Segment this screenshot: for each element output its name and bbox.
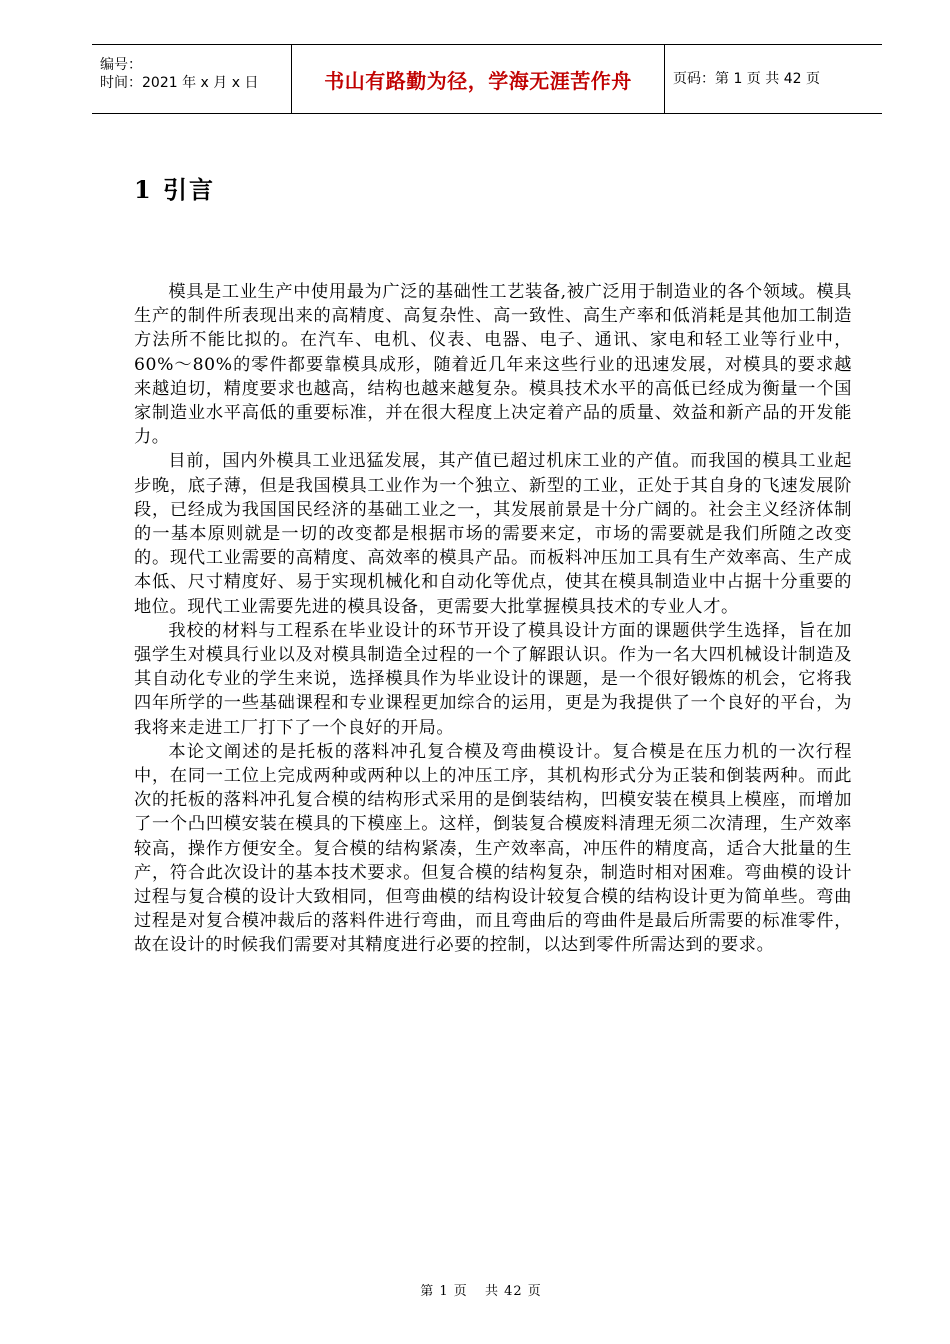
header-meta-cell — [92, 45, 292, 114]
header-motto: 书山有路勤为径，学海无涯苦作舟 — [324, 68, 632, 93]
paragraph: 我校的材料与工程系在毕业设计的环节开设了模具设计方面的课题供学生选择，旨在加强学生对模具行业以及对模具制造全过程的一个了解跟认识。作为一名大四机械设计制造及其自动化专业的学生来说，选择模具作为毕业设计的课题，是一个很好锻炼的机会，它将我四年所学的一些基础课程和专业课程更加综合的运用，更是为我提供了一个良好的平台，为我将来走进工厂打下了一个良好的开局。 — [134, 620, 852, 738]
paragraph: 本论文阐述的是托板的落料冲孔复合模及弯曲模设计。复合模是在压力机的一次行程中，在同一工位上完成两种或两种以上的冲压工序，其机构形式分为正装和倒装两种。而此次的托板的落料冲孔复合模的结构形式采用的是倒装结构，凹模安装在模具上模座，而增加了一个凸凹模安装在模具的下模座上。这样，倒装复合模废料清理无须二次清理，生产效率较高，操作方便安全。复合模的结构紧凑，生产效率高，冲压件的精度高，适合大批量的生产，符合此次设计的基本技术要求。但复合模的结构复杂，制造时相对困难。弯曲模的设计过程与复合模的设计大致相同，但弯曲模的结构设计较复合模的结构设计更为简单些。弯曲过程是对复合模冲裁后的落料件进行弯曲，而且弯曲后的弯曲件是最后所需要的标准零件，故在设计的时候我们需要对其精度进行必要的控制，以达到零件所需达到的要求。 — [134, 741, 852, 956]
document-header — [92, 44, 882, 114]
footer-total-pages: 共 42 页 — [484, 1284, 542, 1299]
document-number-label: 编号： — [100, 57, 142, 73]
paragraph: 模具是工业生产中使用最为广泛的基础性工艺装备,被广泛用于制造业的各个领域。模具生产的制件所表现出来的高精度、高复杂性、高一致性、高生产率和低消耗是其他加工制造方法所不能比拟的。在汽车、电机、仪表、电器、电子、通讯、家电和轻工业等行业中，60%～80%的零件都要靠模具成形，随着近几年来这些行业的迅速发展，对模具的要求越来越迫切，精度要求也越高，结构也越来越复杂。模具技术水平的高低已经成为衡量一个国家制造业水平高低的重要标准，并在很大程度上决定着产品的质量、效益和新产品的开发能力。 — [134, 282, 852, 448]
header-page-info: 页码：第 1 页 共 42 页 — [665, 45, 883, 114]
header-motto-cell — [292, 45, 665, 114]
page-footer — [0, 1280, 950, 1299]
paragraph: 目前，国内外模具工业迅猛发展，其产值已超过机床工业的产值。而我国的模具工业起步晚，底子薄，但是我国模具工业作为一个独立、新型的工业，正处于其自身的飞速发展阶段，已经成为我国国民经济的基础工业之一，其发展前景是十分广阔的。社会主义经济体制的一基本原则就是一切的改变都是根据市场的需要来定，市场的需要就是我们所随之改变的。现代工业需要的高精度、高效率的模具产品。而板料冲压加工具有生产效率高、生产成本低、尺寸精度好、易于实现机械化和自动化等优点，使其在模具制造业中占据十分重要的地位。现代工业需要先进的模具设备，更需要大批掌握模具技术的专业人才。 — [134, 451, 852, 617]
footer-page-number: 第 1 页 — [420, 1284, 468, 1299]
body-text — [134, 280, 852, 958]
chapter-title: 1 引言 — [134, 175, 216, 204]
document-time-label: 时间：2021 年 x 月 x 日 — [100, 75, 259, 91]
